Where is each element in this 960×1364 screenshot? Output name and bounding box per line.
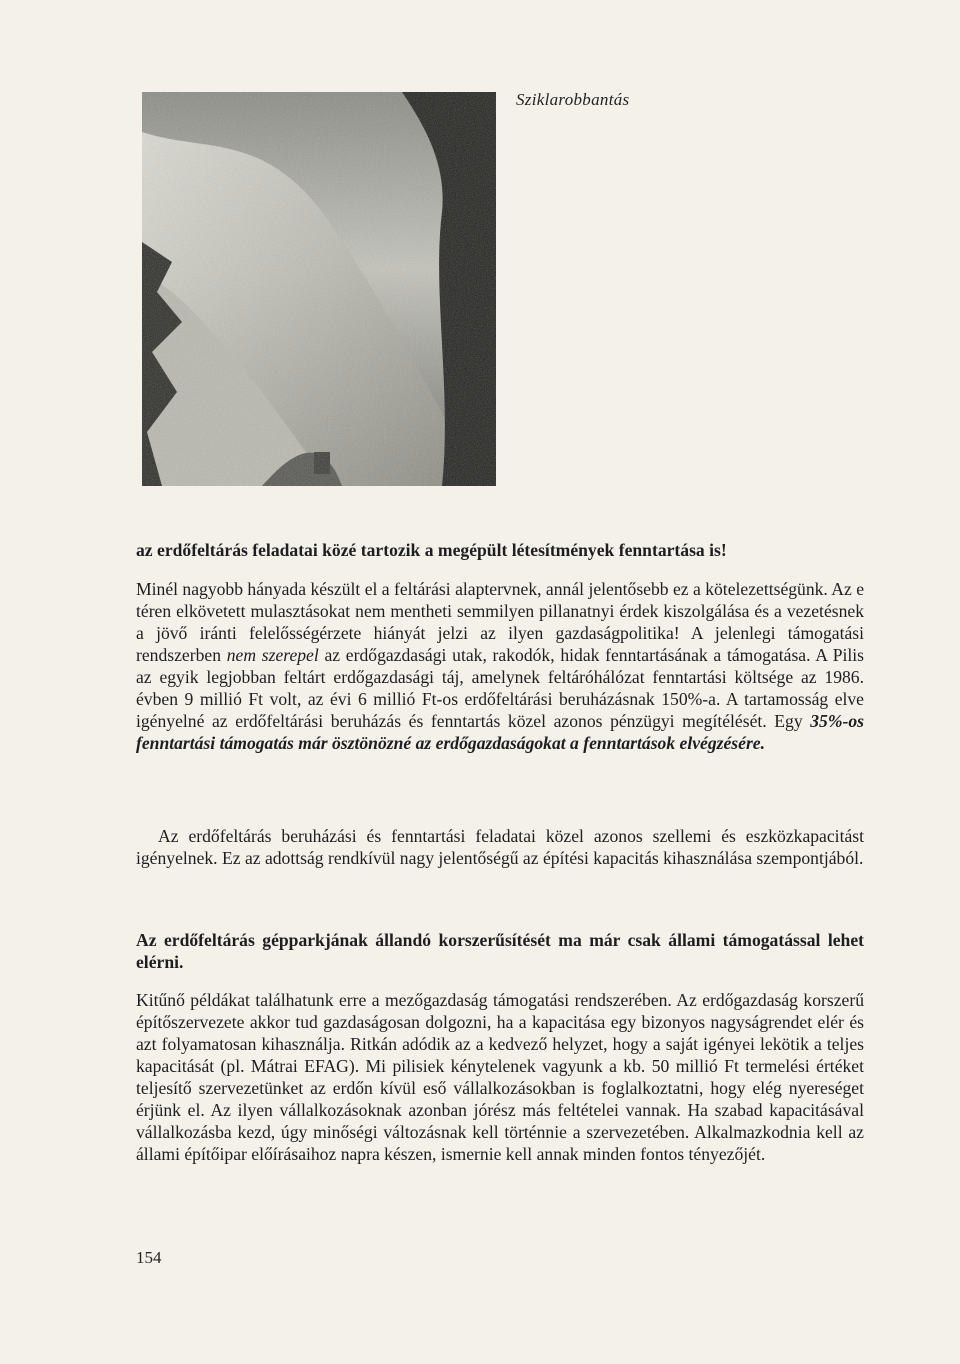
emphasis-support-proposal: 35%-os fenntartási támogatás már ösztönözné az erdőgazdaságokat a fenntartások elvégzésére. — [136, 711, 864, 753]
paragraph-maintenance-text-b: az erdőgazdasági utak, rakodók, hidak fenntartásának a támogatása. A Pilis az egyik legjobban feltárt erdőgazdasági táj, amelynek feltáróhálózat fenntartási költsége az 1986. évben 9 millió Ft volt, az évi 6 millió Ft-os erdőfeltárási beruházásnak 150%-a. A tartamosság elve igényelné az erdőfeltárási beruházás és fenntartás közel azonos pénzügyi megítélését. Egy — [136, 645, 864, 731]
page-number: 154 — [136, 1248, 162, 1267]
rock-blasting-photo — [142, 92, 496, 486]
paragraph-intro: az erdőfeltárás feladatai közé tartozik a megépült létesítmények fenntartása is! — [136, 540, 727, 560]
paragraph-capacity: Az erdőfeltárás beruházási és fenntartási feladatai közel azonos szellemi és eszközkapacitást igényelnek. Ez az adottság rendkívül nagy jelentőségű az építési kapacitás kihasználása szempontjából. — [136, 826, 864, 868]
paragraph-machinery: Az erdőfeltárás gépparkjának állandó korszerűsítését ma már csak állami támogatással lehet elérni. — [136, 930, 864, 972]
photo-caption: Sziklarobbantás — [516, 90, 630, 109]
paragraph-maintenance-text-a: Minél nagyobb hányada készült el a feltárási alaptervnek, annál jelentősebb ez a kötelezettségünk. Az e téren elkövetett mulasztásokat nem mentheti semmilyen pillanatnyi érdek kiszolgálása és a vezetésnek a jövő iránti felelősségérzete hiányát jelzi az ilyen gazdaságpolitika! A jelenlegi támogatási rendszerben — [136, 579, 864, 665]
paragraph-examples: Kitűnő példákat találhatunk erre a mezőgazdaság támogatási rendszerében. Az erdőgazdaság korszerű építőszervezete akkor tud gazdaságosan dolgozni, ha a kapacitása egy bizonyos nagyságrendet elér és azt folyamatosan kihasználja. Ritkán adódik az a kedvező helyzet, hogy a saját igényei lekötik a teljes kapacitását (pl. Mátrai EFAG). Mi pilisiek kénytelenek vagyunk a kb. 50 millió Ft termelési értéket teljesítő szervezetünket az erdőn kívül eső vállalkozásokban is foglalkoztatni, hogy elég nyereséget érjünk el. Az ilyen vállalkozásoknak azonban jórész más feltételei vannak. Ha szabad kapacitásával vállalkozásba kezd, úgy minőségi változásnak kell történnie a szervezetében. Alkalmazkodnia kell az állami építőipar előírásaihoz napra készen, ismernie kell annak minden fontos tényezőjét. — [136, 990, 864, 1164]
emphasis-not-included: nem szerepel — [226, 645, 319, 665]
paragraph-maintenance — [136, 578, 864, 754]
